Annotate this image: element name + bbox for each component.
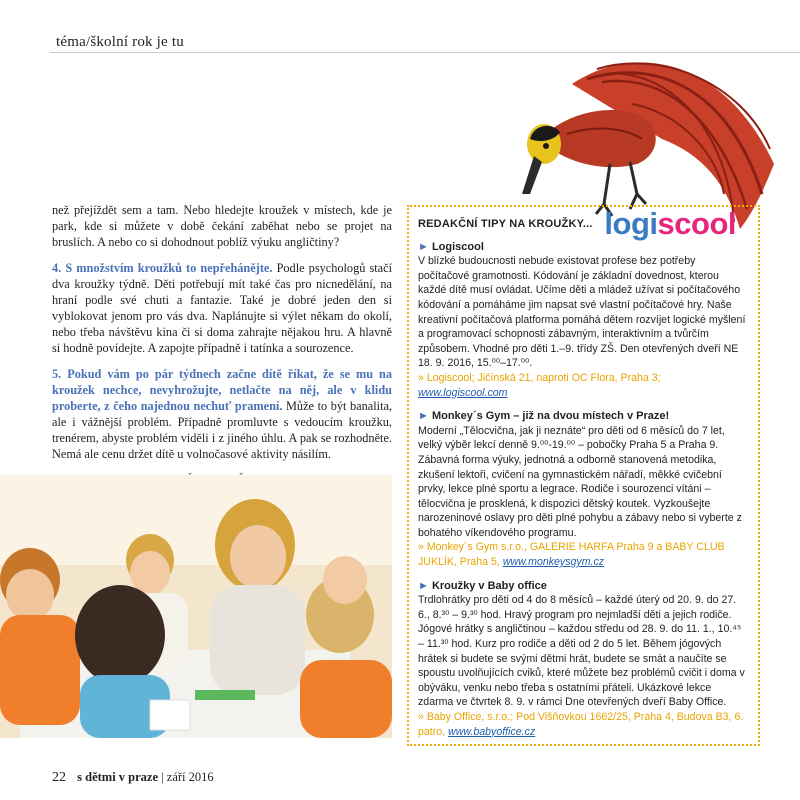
children-teacher-photo [0, 475, 392, 738]
tip-logiscool [418, 240, 748, 401]
tip-heading: ► Logiscool [418, 240, 484, 253]
bird-head [522, 124, 561, 194]
tip-body: Podle psychologů stačí dva kroužky týdně. Děti potřebují mít také čas pro nicnedělání, na hraní podle své chuti a fantazie. Také je dobré jeden den si vyblokovat jenom pro vás dva. Naplánujte si výlet někam do okolí, nebo třeba návštěvu kina či si doma zahrajte nějakou hru. A hlavně si hodně povídejte. A zapojte případně i tatínka a sourozence. [52, 261, 393, 355]
page-number: 22 [52, 770, 66, 785]
article-paragraph-5 [52, 366, 392, 462]
editorial-tips-box [407, 205, 760, 746]
article-text [52, 202, 392, 498]
tip-link[interactable]: www.logiscool.com [418, 386, 508, 399]
section-header: téma/školní rok je tu [56, 34, 184, 50]
tip-lead: S množstvím kroužků to nepřehánějte. [65, 261, 273, 275]
tip-text: Trdlohrátky pro děti od 4 do 8 měsíců – každé úterý od 20. 9. do 27. 6., 8.³⁰ – 9.³⁰ hod. Hravý program pro nejmladší děti a jejich rodiče. Jógové hrátky s angličtinou – každou středu od 28. 9. do 11. 1., 10.⁴⁵ – 11.³⁰ hod. Kurz pro rodiče a děti od 2 do 5 let. Během jógových hrátek si budete se svými dětmi hrát, budete se smát a naučíte se spoustu uvolňujících cviků, které můžete bez problémů cvičit i doma v obýváku, venku nebo třeba s ostatními přáteli. Ukázkové lekce zdarma ve čtvrtek 8. 9. v rámci Dne otevřených dveří Baby Office. [418, 594, 745, 709]
tip-heading: ► Kroužky v Baby office [418, 579, 547, 592]
bird-body [552, 110, 656, 167]
tip-text: Moderní „Tělocvična, jak ji neznáte“ pro děti od 6 měsíců do 7 let, velký výběr lekcí denně 9.⁰⁰-19.⁰⁰ – pobočky Praha 5 a Praha 9. Zábavná forma výuky, jednotná a odborně stanovená metodika, zkušení lektoři, cvičení na gymnastickém nářadí, měkké cvičební prvky, lekce plné sportu a legrace. Rodiče i sourozenci vítáni – tělocvična je prosklená, k dispozici dětský koutek. Vyzkoušejte narozeninové oslavy pro děti plné pohybu a zábavy nebo si vyberte z bohatého víkendového programu. [418, 424, 742, 539]
tip-monkeys-gym [418, 409, 748, 570]
page-footer [52, 770, 214, 786]
arrow-right-icon: ► [418, 240, 432, 253]
logiscool-logo: logiscool [604, 206, 736, 241]
magazine-name: s dětmi v praze [77, 770, 159, 784]
tip-link[interactable]: www.babyoffice.cz [448, 725, 536, 738]
tip-baby-office [418, 579, 748, 740]
tip-heading: ► Monkey´s Gym – již na dvou místech v Praze! [418, 410, 670, 423]
tip-number: 5. [52, 367, 62, 381]
arrow-right-icon: ► [418, 579, 432, 592]
tip-address: » Baby Office, s.r.o.; Pod Višňovkou 1662/25, Praha 4, Budova B3, 6. patro, www.babyoffice.cz [418, 711, 744, 738]
tip-lead: Pokud vám po pár týdnech začne dítě říkat, že se mu na kroužek nechce, nevyhrožujte, netlačte na něj, ale v klidu proberte, z čeho najednou nechuť pramení. [52, 367, 392, 413]
arrow-right-icon: ► [418, 410, 432, 423]
tip-address: » Monkey´s Gym s.r.o., GALERIE HARFA Praha 9 a BABY CLUB JUKLÍK, Praha 5, www.monkeysgym.cz [418, 541, 725, 569]
tip-address: » Logiscool; Jičínská 21, naproti OC Flora, Praha 3; www.logiscool.com [418, 371, 661, 399]
issue-date: | září 2016 [161, 770, 214, 784]
tip-link[interactable]: www.monkeysgym.cz [502, 556, 605, 569]
article-paragraph-4 [52, 260, 392, 356]
tip-text: V blízké budoucnosti nebude existovat profese bez potřeby počítačové gramotnosti. Kódování je základní dovednost, kterou každé dítě musí ovládat. Učíme děti a mládež užívat si počítačového kódování a pomáháme jim napsat své vlastní počítačové hry. Naše kreativní počítačová platforma pomáhá dětem rozvíjet logické myšlení a programovací schopnosti zábavným, interaktivním a tvůrčím způsobem. Vhodné pro děti 1.–9. třídy ZŠ. Den otevřených dveří NE 18. 9. 2016, 15.⁰⁰–17.⁰⁰. [418, 255, 746, 370]
tips-title: REDAKČNÍ TIPY NA KROUŽKY... [418, 218, 593, 230]
tip-number: 4. [52, 261, 62, 275]
tip-body: Může to být banalita, ale i vážnější problém. Případně promluvte s vedoucím kroužku, trenérem, abyste problém viděli i z jiného úhlu. A pak se rozhodněte. Nemá ale cenu držet dítě u volnočasové aktivity násilím. [52, 399, 393, 461]
article-paragraph: než přejíždět sem a tam. Nebo hledejte kroužek v místech, kde je park, kde si můžete v době čekání zaběhat nebo se projet na bruslích. A nebo co si dohodnout poblíž výuku angličtiny? [52, 203, 392, 249]
